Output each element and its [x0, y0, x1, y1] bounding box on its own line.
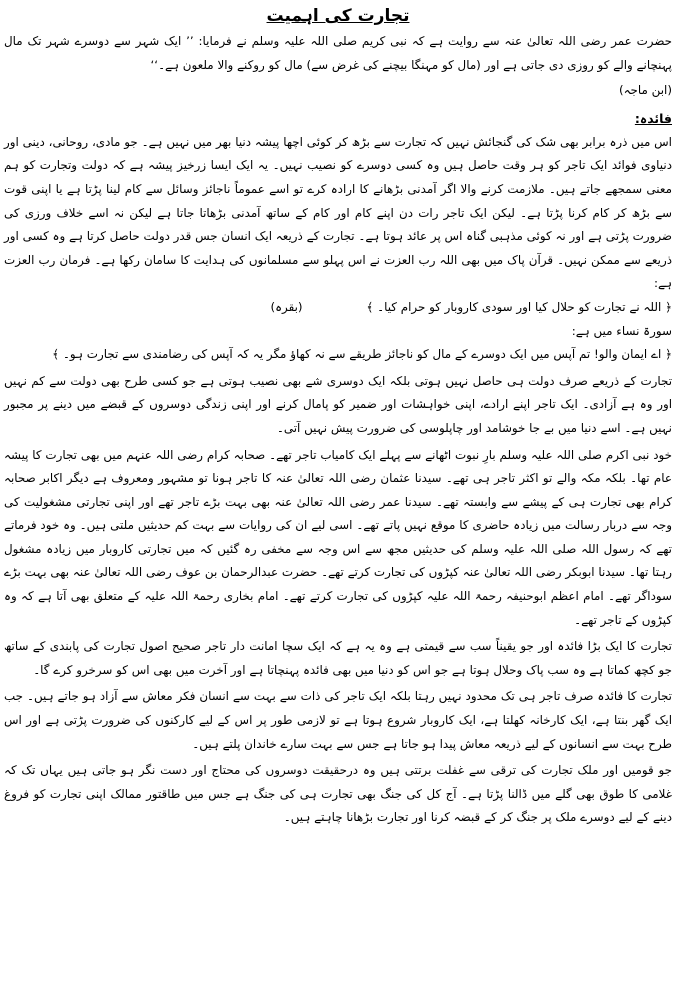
surah-intro: سورۃ نساء میں ہے: — [571, 323, 672, 338]
verse-1-text: ﴿ اللہ نے تجارت کو حلال کیا اور سودی کاروبار کو حرام کیا۔ ﴾ — [366, 299, 672, 314]
paragraph-halal-earning: تجارت کا ایک بڑا فائدہ اور جو یقیناً سب سے قیمتی ہے وہ یہ ہے کہ ایک سچا امانت دار تاجر صحیح اصول تجارت کی پابندی کے ساتھ جو کچھ کماتا ہے وہ سب پاک وحلال ہوتا ہے جو اس کو دنیا میں بھی فائدہ پہنچاتا ہے اور آخرت میں بھی اس کو سرخرو کرے گا۔ — [4, 639, 672, 677]
hadith-source: (ابن ماجہ) — [618, 83, 672, 98]
page-title: تجارت کی اہمیت — [266, 6, 410, 26]
document-page — [4, 4, 672, 830]
faida-heading: فائدہ: — [634, 110, 672, 126]
paragraph-nations: جو قومیں اور ملک تجارت کی ترقی سے غفلت برتتی ہیں وہ درحقیقت دوسروں کی محتاج اور دست نگر ہو جاتی ہیں یہاں تک کہ غلامی کا طوق بھی گلے میں ڈالنا پڑتا ہے۔ آج کل کی جنگ بھی تجارت ہی کی جنگ ہے جس میں طاقتور ممالک اپنی تجارت کو فروغ دینے کے لیے دوسرے ملک پر جنگ کر کے قبضہ کرنا اور تجارت بڑھانا چاہتے ہیں۔ — [4, 763, 672, 825]
paragraph-freedom: تجارت کے ذریعے صرف دولت ہی حاصل نہیں ہوتی بلکہ ایک دوسری شے بھی نصیب ہوتی ہے جو کسی طرح بھی دولت سے کم نہیں اور وہ ہے آزادی۔ ایک تاجر اپنے ارادے، اپنی خواہشات اور ضمیر کو پامال کرنے اور اپنی زندگی دوسروں کے قبضے میں دینے پر مجبور نہیں ہے۔ اسے دنیا میں بے جا خوشامد اور چاپلوسی کی ضرورت پیش نہیں آتی۔ — [4, 373, 672, 435]
quran-verse-1 — [4, 296, 672, 320]
quran-verse-2: ﴿ اے ایمان والو! تم آپس میں ایک دوسرے کے مال کو ناجائز طریقے سے نہ کھاؤ مگر یہ کہ آپس کی رضامندی سے تجارت ہو۔ ﴾ — [52, 347, 672, 362]
verse-1-reference: (بقرہ) — [270, 299, 303, 314]
paragraph-companions: خود نبی اکرم صلی اللہ علیہ وسلم بارِ نبوت اٹھانے سے پہلے ایک کامیاب تاجر تھے۔ صحابہ کرام رضی اللہ عنہم میں بھی تجارت کا پیشہ عام تھا۔ بلکہ مکہ والے تو اکثر تاجر ہی تھے۔ سیدنا عثمان رضی اللہ تعالیٰ عنہ کا تاجر ہونا تو مشہور ومعروف ہے دیگر اکابر صحابہ کرام بھی تجارت ہی کے پیشے سے وابستہ تھے۔ سیدنا عمر رضی اللہ تعالیٰ عنہ بھی بہت بڑے تاجر تھے اور اپنی تجارتی مشغولیت کی وجہ سے دربار رسالت میں زیادہ حاضری کا موقع نہیں پاتے تھے۔ اسی لیے ان کی روایات سے بہت کم حدیثیں ملتی ہیں۔ وہ خود فرماتے تھے کہ رسول اللہ صلی اللہ علیہ وسلم کی حدیثیں مجھ سے اس وجہ سے مخفی رہ گئیں کہ میں تجارتی کاروبار میں زیادہ مشغول رہتا تھا۔ سیدنا ابوبکر رضی اللہ تعالیٰ عنہ کپڑوں کی تجارت کرتے تھے۔ حضرت عبدالرحمان بن عوف رضی اللہ تعالیٰ عنہ بھی بہت بڑے سوداگر تھے۔ امام اعظم ابوحنیفہ رحمۃ اللہ علیہ کپڑوں کی تجارت کرتے تھے۔ امام بخاری رحمۃ اللہ علیہ کے متعلق بھی آتا ہے کہ وہ کپڑوں کے تاجر تھے۔ — [4, 447, 672, 627]
paragraph-employment: تجارت کا فائدہ صرف تاجر ہی تک محدود نہیں رہتا بلکہ ایک تاجر کی ذات سے بہت سے انسان فکر معاش سے آزاد ہو جاتے ہیں۔ جب ایک گھر بنتا ہے، ایک کارخانہ کھلتا ہے، ایک کاروبار شروع ہوتا ہے تو لازمی طور پر اس کے لیے کارکنوں کی ضرورت پڑتی ہے اور اس طرح بہت سے انسانوں کے لیے ذریعہ معاش پیدا ہو جاتا ہے جس سے بہت سارے خاندان پلتے ہیں۔ — [4, 689, 672, 751]
paragraph-intro: اس میں ذرہ برابر بھی شک کی گنجائش نہیں کہ تجارت سے بڑھ کر کوئی اچھا پیشہ دنیا بھر میں نہیں ہے۔ جو مادی، روحانی، دینی اور دنیاوی فوائد ایک تاجر کو ہر وقت حاصل ہیں وہ کسی دوسرے کو نصیب نہیں۔ یہ ایک ایسا زرخیز پیشہ ہے کہ دولت وتجارت کو ہم معنی سمجھے جاتے ہیں۔ ملازمت کرنے والا اگر آمدنی بڑھانے کا ارادہ کرے تو اسے عموماً ناجائز وسائل سے کام لینا پڑتا ہے یا اپنی قوت سے بڑھ کر کام کرنا پڑتا ہے۔ لیکن ایک تاجر رات دن اپنے کام اور کام کے ساتھ آمدنی بڑھاتا جاتا ہے لیکن نہ اسے خلاف ورزی کی ضرورت پڑتی ہے اور نہ کوئی مذہبی گناہ اس پر عائد ہوتا ہے۔ تجارت کے ذریعہ ایک انسان جس قدر دولت حاصل کرتا ہے وہ کسی اور ذریعے سے ممکن نہیں۔ قرآن پاک میں بھی اللہ رب العزت نے اس پہلو سے مسلمانوں کی ہدایت کا سامان رکھا ہے۔ فرمان رب العزت ہے: — [4, 134, 672, 291]
hadith-text: حضرت عمر رضی اللہ تعالیٰ عنہ سے روایت ہے کہ نبی کریم صلی اللہ علیہ وسلم نے فرمایا: ’’ ایک شہر سے دوسرے شہر تک مال پہنچانے والے کو روزی دی جاتی ہے اور (مال کو مہنگا بیچنے کی غرض سے) مال کو روکنے والا ملعون ہے۔‘‘ — [4, 34, 672, 72]
